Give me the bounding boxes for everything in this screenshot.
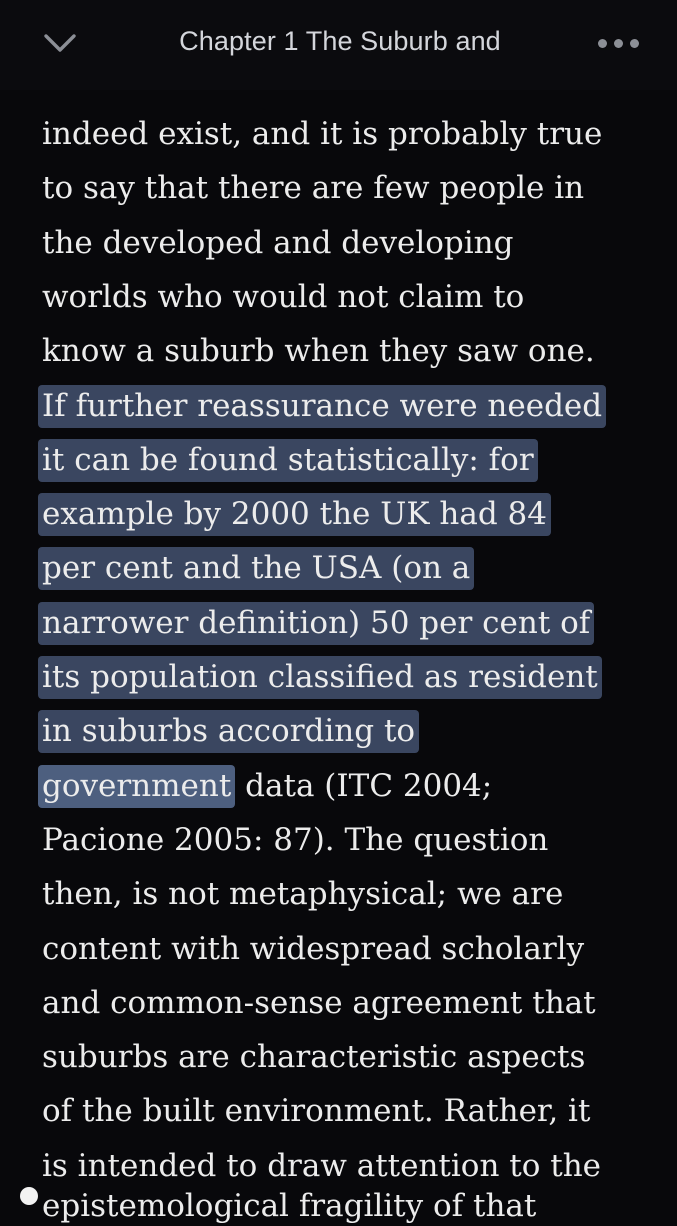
text-line: then, is not metaphysical; we are <box>42 876 564 912</box>
partial-bottom-line <box>42 1186 642 1224</box>
chapter-title: Chapter 1 The Suburb and <box>179 26 501 56</box>
text-line: to say that there are few people in <box>42 170 585 206</box>
ellipsis-icon[interactable] <box>594 34 642 54</box>
text-line <box>42 494 551 534</box>
text-line: and common-sense agreement that <box>42 985 596 1021</box>
highlighted-text[interactable]: If further reassurance were needed <box>38 385 606 428</box>
text-line: suburbs are characteristic aspects <box>42 1039 586 1075</box>
reader-header <box>0 0 677 90</box>
highlighted-text[interactable]: government <box>38 765 235 808</box>
text-line <box>42 548 474 588</box>
text-line-tail: data (ITC 2004; <box>235 768 493 804</box>
highlighted-text[interactable]: its population classified as resident <box>38 656 602 699</box>
text-line: indeed exist, and it is probably true <box>42 116 603 152</box>
text-line: Pacione 2005: 87). The question <box>42 822 549 858</box>
text-line: of the built environment. Rather, it <box>42 1093 591 1129</box>
text-line: content with widespread scholarly <box>42 931 585 967</box>
text-line: know a suburb when they saw one. <box>42 333 595 369</box>
chevron-down-icon[interactable] <box>42 28 78 58</box>
text-line: is intended to draw attention to the <box>42 1148 602 1184</box>
text-line <box>42 440 538 480</box>
selection-handle[interactable] <box>20 1187 38 1205</box>
highlighted-text[interactable]: it can be found statistically: for <box>38 439 538 482</box>
text-line <box>42 386 606 426</box>
text-line: worlds who would not claim to <box>42 279 525 315</box>
partial-bottom-line-text: epistemological fragility of that <box>42 1188 537 1224</box>
highlighted-text[interactable]: narrower definition) 50 per cent of <box>38 602 594 645</box>
text-line <box>42 603 594 643</box>
text-line <box>42 657 602 697</box>
highlighted-text[interactable]: in suburbs according to <box>38 710 419 753</box>
highlighted-text[interactable]: per cent and the USA (on a <box>38 547 474 590</box>
text-line <box>42 711 419 751</box>
text-line <box>42 766 492 806</box>
highlighted-text[interactable]: example by 2000 the UK had 84 <box>38 493 551 536</box>
text-line: the developed and developing <box>42 225 514 261</box>
